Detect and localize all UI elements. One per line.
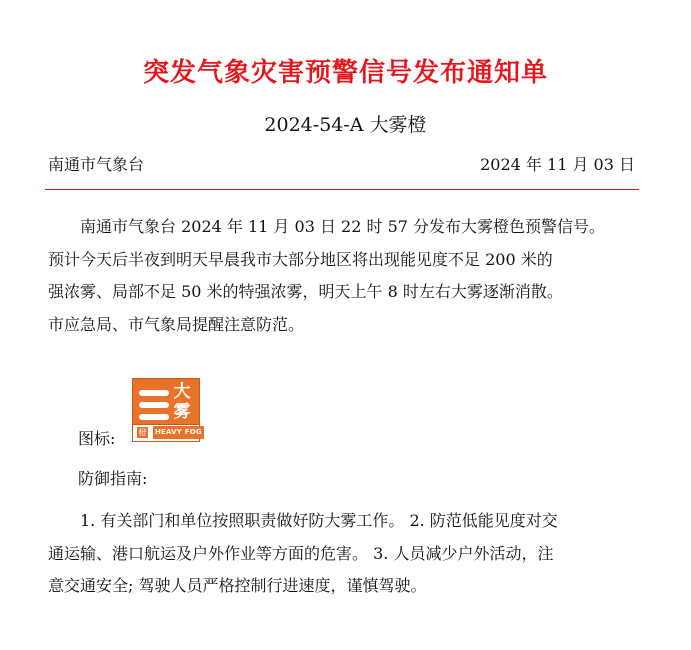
paragraph-line: 强浓雾、局部不足 50 米的特强浓雾，明天上午 8 时左右大雾逐渐消散。 [48, 282, 563, 301]
guidance-line: 意交通安全; 驾驶人员严格控制行进速度，谨慎驾驶。 [48, 576, 427, 595]
paragraph-line: 预计今天后半夜到明天早晨我市大部分地区将出现能见度不足 200 米的 [48, 249, 553, 269]
heavy-fog-orange-warning-icon [132, 378, 200, 442]
icon-label: 图标: [78, 429, 116, 448]
paragraph-line: 南通市气象台 2024 年 11 月 03 日 22 时 57 分发布大雾橙色预警信号。 [80, 217, 606, 236]
guidance-heading: 防御指南: [78, 469, 148, 488]
signal-english-label: HEAVY FOG [153, 426, 204, 439]
signal-char-bottom: 雾 [173, 402, 191, 422]
issue-date: 2024 年 11 月 03 日 [480, 155, 635, 174]
signal-char-top: 大 [173, 382, 191, 402]
guidance-line: 1. 有关部门和单位按照职责做好防大雾工作。 2. 防范低能见度对交 [80, 511, 558, 530]
issuing-station: 南通市气象台 [48, 155, 145, 174]
signal-footer [133, 424, 202, 441]
red-divider [45, 189, 639, 190]
guidance-line: 通运输、港口航运及户外作业等方面的危害。 3. 人员减少户外活动，注 [48, 543, 554, 563]
signal-level-badge: 橙 [138, 428, 147, 437]
signal-number: 2024-54-A 大雾橙 [264, 114, 427, 136]
paragraph-line: 市应急局、市气象局提醒注意防范。 [48, 314, 305, 334]
fog-bars-icon [139, 387, 169, 423]
guidance-paragraph [48, 505, 642, 603]
document-title: 突发气象灾害预警信号发布通知单 [142, 58, 548, 88]
notice-paragraph [48, 211, 642, 341]
